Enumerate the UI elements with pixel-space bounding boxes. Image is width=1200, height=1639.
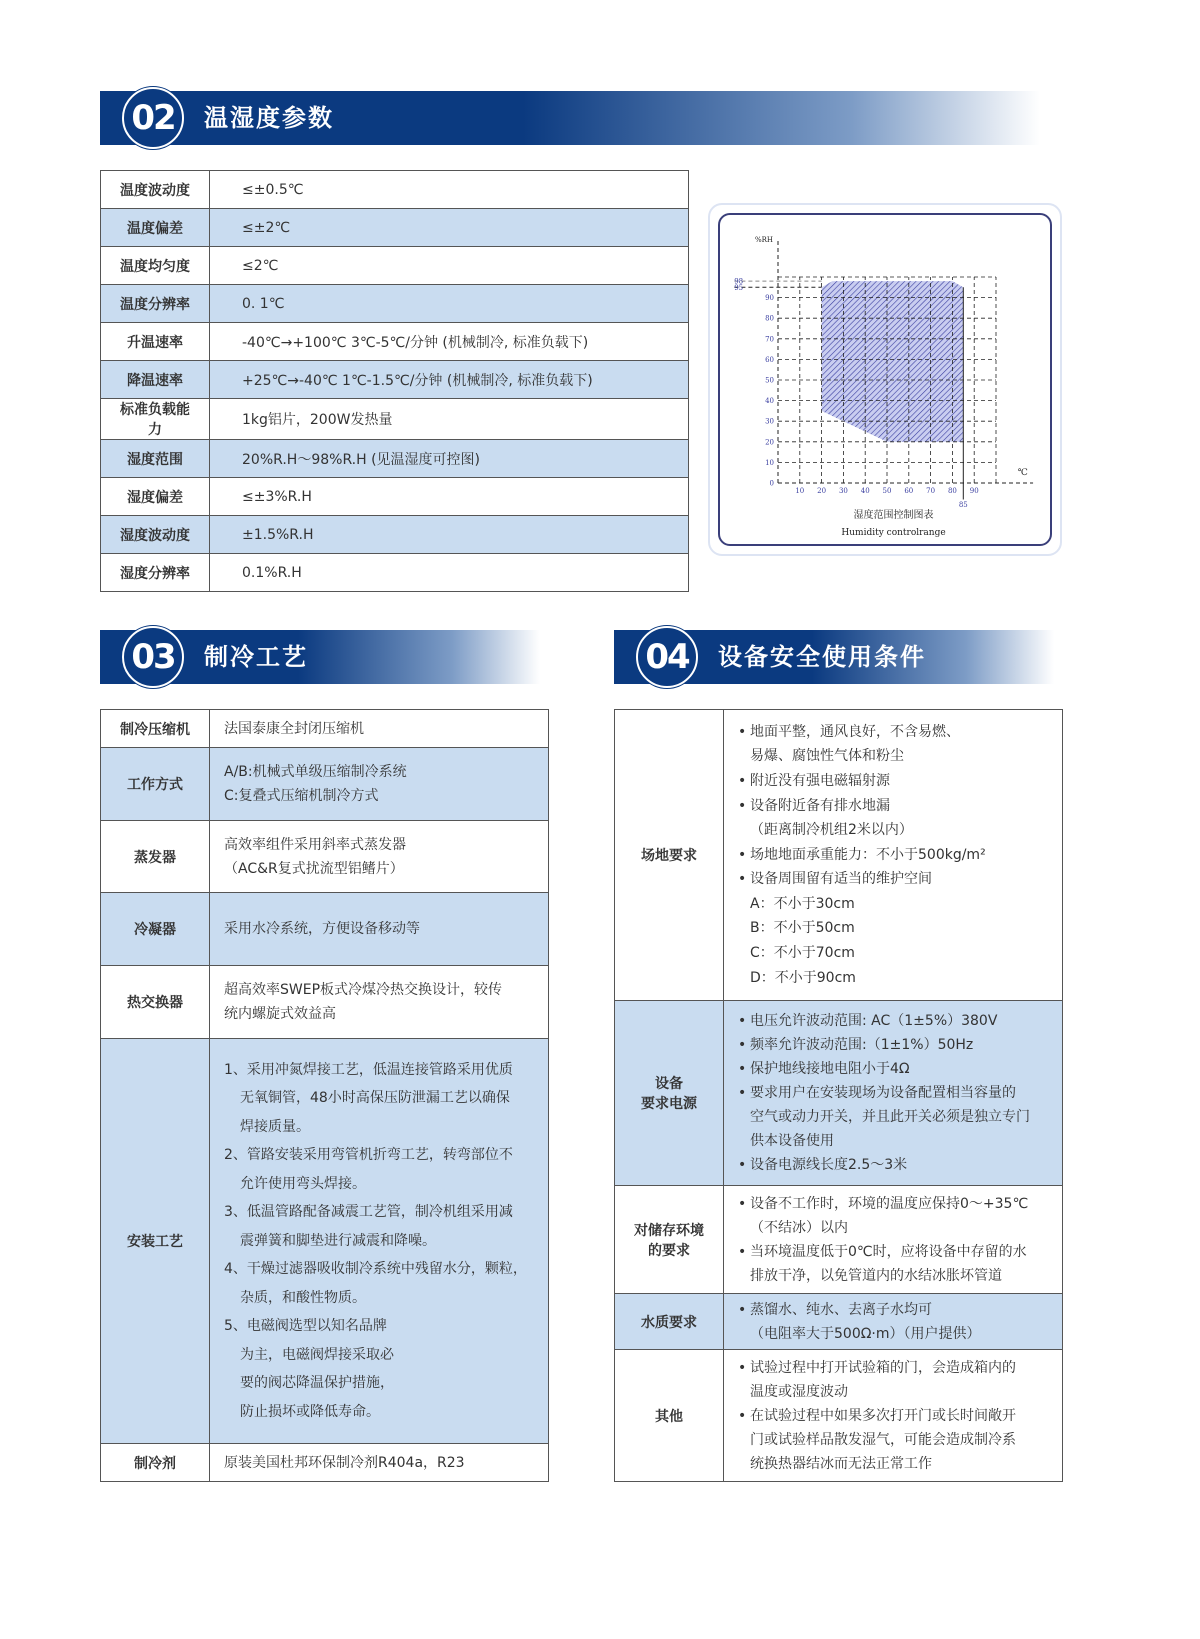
bullet-item: • 要求用户在安装现场为设备配置相当容量的 (738, 1081, 1048, 1105)
install-line: 杂质，和酸性物质。 (240, 1289, 366, 1306)
x-tick-label: 50 (882, 487, 892, 495)
row-value: 1kg铝片，200W发热量 (210, 399, 689, 440)
row-label: 冷凝器 (101, 893, 210, 966)
row-label: 温度波动度 (101, 171, 210, 209)
y-tick-label: 50 (765, 376, 774, 385)
y-tick-label: 90 (765, 294, 774, 303)
bullet-item: • 设备不工作时，环境的温度应保持0～+35℃ (738, 1192, 1048, 1216)
y-tick-label: 40 (765, 397, 774, 406)
install-line: 要的阀芯降温保护措施， (240, 1375, 394, 1392)
row-value: ≤±3%R.H (210, 478, 689, 516)
row-value: 原装美国杜邦环保制冷剂R404a，R23 (210, 1444, 549, 1482)
row-label: 工作方式 (101, 748, 210, 821)
label-line: 要求电源 (641, 1096, 697, 1112)
label-line: 对储存环境 (634, 1222, 704, 1239)
bullet-continuation: A：不小于30cm (750, 895, 855, 912)
bullet-item: • 电压允许波动范围: AC（1±5%）380V (738, 1009, 1048, 1033)
install-line: 为主，电磁阀焊接采取必 (240, 1346, 394, 1363)
x-tick-label: 40 (860, 487, 870, 495)
row-label: 水质要求 (615, 1294, 724, 1350)
line: 超高效率SWEP板式冷煤冷热交换设计，较传 (224, 982, 503, 998)
table-row (101, 478, 689, 516)
y-tick-label: 0 (769, 479, 774, 488)
safety-conditions-table (614, 709, 1063, 1482)
section-number: 02 (122, 87, 184, 149)
section-number: 04 (636, 626, 698, 688)
row-label: 场地要求 (615, 710, 724, 1001)
row-value: ±1.5%R.H (210, 516, 689, 554)
bullet-continuation: （不结冰）以内 (750, 1219, 848, 1236)
table-row (101, 399, 689, 440)
x-tick-label: 90 (969, 487, 979, 495)
y-tick-label: 80 (765, 314, 774, 323)
temp-humidity-table (100, 170, 689, 592)
bullet-continuation: 易爆、腐蚀性气体和粉尘 (750, 748, 904, 765)
row-label: 安装工艺 (101, 1039, 210, 1444)
label-line: 的要求 (648, 1242, 690, 1259)
row-value (724, 710, 1063, 1001)
label-line: 设备 (655, 1076, 683, 1092)
y-tick-label: 70 (765, 335, 774, 344)
bullet-continuation: 统换热器结冰而无法正常工作 (750, 1455, 932, 1472)
y-tick-label: 20 (765, 438, 774, 447)
row-value (724, 1001, 1063, 1186)
install-line: 1、采用冲氮焊接工艺，低温连接管路采用优质 (224, 1061, 513, 1078)
bullet-item: • 设备周围留有适当的维护空间 (738, 867, 1048, 892)
bullet-continuation: C：不小于70cm (750, 945, 855, 962)
row-label: 升温速率 (101, 323, 210, 361)
line: （AC&R复式扰流型铝鳍片） (224, 860, 404, 877)
bullet-continuation: 供本设备使用 (750, 1133, 834, 1149)
row-value (724, 1294, 1063, 1350)
line: 高效率组件采用斜率式蒸发器 (224, 836, 406, 853)
table-row (101, 440, 689, 478)
x-tick-label: 70 (926, 487, 936, 495)
install-line: 2、管路安装采用弯管机折弯工艺，转弯部位不 (224, 1147, 513, 1164)
row-label: 湿度分辨率 (101, 554, 210, 592)
row-value: ≤±0.5℃ (210, 171, 689, 209)
section-header-03 (100, 630, 540, 684)
line: A/B:机械式单级压缩制冷系统 (224, 764, 407, 780)
chart-subtitle: Humidity controlrange (841, 528, 946, 538)
row-value: 0.1%R.H (210, 554, 689, 592)
bullet-continuation: 排放干净，以免管道内的水结冰胀坏管道 (750, 1267, 1002, 1284)
row-value: 0. 1℃ (210, 285, 689, 323)
refrigeration-table (100, 709, 549, 1482)
install-line: 震弹簧和脚垫进行减震和降噪。 (240, 1232, 436, 1249)
section-number: 03 (122, 626, 184, 688)
y-tick-label: 60 (765, 355, 774, 364)
row-value: 20%R.H～98%R.H (见温湿度可控图) (210, 440, 689, 478)
row-label: 温度偏差 (101, 209, 210, 247)
line: 统内螺旋式效益高 (224, 1006, 336, 1022)
section-title: 温湿度参数 (204, 104, 334, 132)
y-tick-label: 98 (734, 277, 744, 286)
bullet-item: • 地面平整，通风良好，不含易燃、 (738, 720, 1048, 745)
bullet-continuation: 空气或动力开关，并且此开关必须是独立专门 (750, 1109, 1030, 1125)
y-tick-label: 30 (765, 417, 774, 426)
row-value: ≤2℃ (210, 247, 689, 285)
table-row (101, 247, 689, 285)
row-label: 降温速率 (101, 361, 210, 399)
bullet-item: • 设备电源线长度2.5～3米 (738, 1153, 1048, 1177)
bullet-continuation: （电阻率大于500Ω·m）（用户提供） (750, 1325, 981, 1342)
row-label: 蒸发器 (101, 821, 210, 893)
humidity-chart (718, 213, 1052, 546)
install-line: 5、电磁阀选型以知名品牌 (224, 1318, 387, 1335)
humidity-region (822, 281, 964, 442)
install-line: 焊接质量。 (240, 1118, 310, 1135)
x-tick-label: 20 (817, 487, 827, 495)
row-value (724, 1186, 1063, 1294)
x-tick-label: 85 (958, 501, 968, 509)
y-axis-label: %RH (754, 235, 773, 244)
bullet-item: • 设备附近备有排水地漏 (738, 794, 1048, 819)
row-value (210, 821, 549, 893)
row-label: 温度均匀度 (101, 247, 210, 285)
line: C:复叠式压缩机制冷方式 (224, 788, 379, 804)
bullet-continuation: 温度或湿度波动 (750, 1383, 848, 1400)
row-value (210, 1039, 549, 1444)
bullet-item: • 试验过程中打开试验箱的门，会造成箱内的 (738, 1356, 1048, 1380)
row-label: 制冷剂 (101, 1444, 210, 1482)
chart-title: 湿度范围控制图表 (853, 510, 934, 521)
bullet-item: • 频率允许波动范围:（1±1%）50Hz (738, 1033, 1048, 1057)
x-tick-label: 30 (838, 487, 848, 495)
row-value (210, 748, 549, 821)
table-row (101, 554, 689, 592)
install-line: 4、干燥过滤器吸收制冷系统中残留水分，颗粒， (224, 1261, 527, 1278)
y-tick-label: 95 (734, 283, 744, 292)
bullet-item: • 当环境温度低于0℃时，应将设备中存留的水 (738, 1240, 1048, 1264)
bullet-continuation: 门或试验样品散发湿气，可能会造成制冷系 (750, 1431, 1016, 1448)
install-line: 无氧铜管，48小时高保压防泄漏工艺以确保 (240, 1090, 510, 1107)
table-row (101, 323, 689, 361)
row-value (210, 966, 549, 1039)
section-title: 制冷工艺 (204, 643, 308, 671)
bullet-item: • 蒸馏水、纯水、去离子水均可 (738, 1298, 1048, 1322)
row-value: -40℃→+100℃ 3℃-5℃/分钟 (机械制冷, 标准负载下) (210, 323, 689, 361)
bullet-continuation: D：不小于90cm (750, 969, 856, 986)
install-line: 允许使用弯头焊接。 (240, 1175, 366, 1192)
row-value: 采用水冷系统，方便设备移动等 (210, 893, 549, 966)
install-line: 防止损坏或降低寿命。 (240, 1403, 380, 1420)
x-tick-label: 80 (947, 487, 957, 495)
row-label: 其他 (615, 1350, 724, 1482)
section-title: 设备安全使用条件 (718, 643, 926, 671)
row-label: 标准负载能力 (101, 399, 210, 440)
row-label: 制冷压缩机 (101, 710, 210, 748)
bullet-continuation: （距离制冷机组2米以内） (750, 822, 913, 839)
section-header-02 (100, 91, 1040, 145)
row-label: 湿度偏差 (101, 478, 210, 516)
row-value (724, 1350, 1063, 1482)
bullet-continuation: B：不小于50cm (750, 920, 855, 937)
row-label (615, 1186, 724, 1294)
row-label: 热交换器 (101, 966, 210, 1039)
table-row (101, 516, 689, 554)
row-label (615, 1001, 724, 1186)
row-value: ≤±2℃ (210, 209, 689, 247)
table-row (101, 285, 689, 323)
row-label: 湿度范围 (101, 440, 210, 478)
x-tick-label: 10 (795, 487, 805, 495)
bullet-item: • 在试验过程中如果多次打开门或长时间敞开 (738, 1404, 1048, 1428)
table-row (101, 171, 689, 209)
table-row (101, 209, 689, 247)
row-value: 法国泰康全封闭压缩机 (210, 710, 549, 748)
x-tick-label: 60 (904, 487, 914, 495)
install-line: 3、低温管路配备减震工艺管，制冷机组采用减 (224, 1204, 513, 1221)
y-tick-label: 10 (765, 458, 774, 467)
bullet-item: • 场地地面承重能力：不小于500kg/m² (738, 843, 1048, 868)
row-label: 温度分辨率 (101, 285, 210, 323)
row-label: 湿度波动度 (101, 516, 210, 554)
bullet-item: • 保护地线接地电阻小于4Ω (738, 1057, 1048, 1081)
bullet-item: • 附近没有强电磁辐射源 (738, 769, 1048, 794)
x-axis-label: ℃ (1017, 468, 1028, 478)
humidity-chart-frame (708, 203, 1062, 556)
section-header-04 (614, 630, 1054, 684)
table-row (101, 361, 689, 399)
row-value: +25℃→-40℃ 1℃-1.5℃/分钟 (机械制冷, 标准负载下) (210, 361, 689, 399)
